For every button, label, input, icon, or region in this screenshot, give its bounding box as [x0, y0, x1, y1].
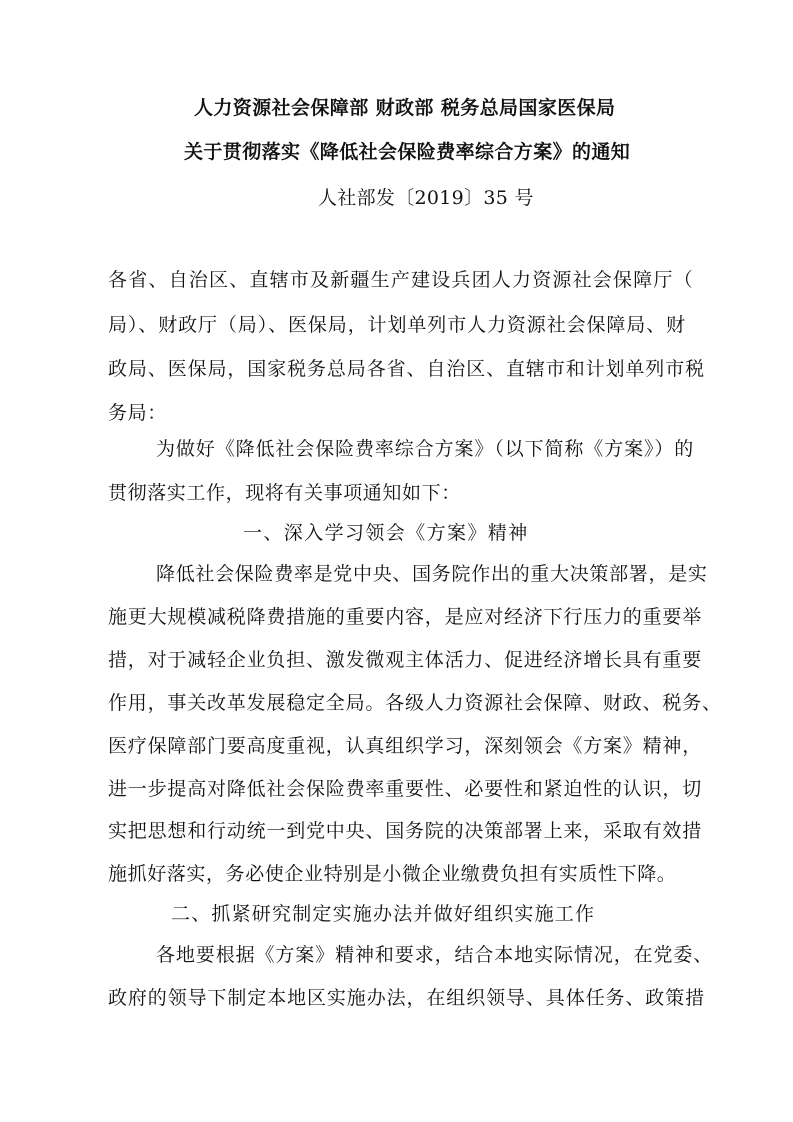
section-1-line: 施抓好落实，务必使企业特别是小微企业缴费负担有实质性下降。 [108, 863, 677, 885]
section-1-line: 降低社会保险费率是党中央、国务院作出的重大决策部署，是实 [156, 563, 708, 585]
addressee-line: 各省、自治区、直辖市及新疆生产建设兵团人力资源社会保障厅（ [108, 269, 694, 291]
addressee-line: 务局： [108, 402, 167, 424]
title-line-1: 人力资源社会保障部 财政部 税务总局国家医保局 [194, 97, 616, 119]
section-1-heading: 一、深入学习领会《方案》精神 [243, 522, 529, 544]
section-1-line: 医疗保障部门要高度重视，认真组织学习，深刻领会《方案》精神， [108, 735, 703, 757]
section-1-line: 施更大规模减税降费措施的重要内容，是应对经济下行压力的重要举 [108, 606, 703, 628]
section-2-line: 政府的领导下制定本地区实施办法，在组织领导、具体任务、政策措 [108, 987, 706, 1009]
section-1-line: 实把思想和行动统一到党中央、国务院的决策部署上来，采取有效措 [108, 820, 703, 842]
section-2-heading: 二、抓紧研究制定实施办法并做好组织实施工作 [171, 903, 596, 925]
intro-line: 贯彻落实工作，现将有关事项通知如下： [108, 482, 461, 504]
addressee-line: 局）、财政厅（局）、医保局，计划单列市人力资源社会保障局、财 [108, 314, 687, 336]
section-1-line: 进一步提高对降低社会保险费率重要性、必要性和紧迫性的认识，切 [108, 778, 703, 800]
addressee-line: 政局、医保局，国家税务总局各省、自治区、直辖市和计划单列市税 [108, 358, 706, 380]
section-2-line: 各地要根据《方案》精神和要求，结合本地实际情况，在党委、 [156, 944, 714, 966]
section-1-line: 作用，事关改革发展稳定全局。各级人力资源社会保障、财政、税务、 [108, 692, 722, 714]
title-line-2: 关于贯彻落实《降低社会保险费率综合方案》的通知 [184, 141, 631, 163]
intro-line: 为做好《降低社会保险费率综合方案》（以下简称《方案》）的 [156, 438, 695, 460]
document-number: 人社部发〔2019〕35 号 [318, 187, 534, 209]
section-1-line: 措，对于减轻企业负担、激发微观主体活力、促进经济增长具有重要 [108, 649, 703, 671]
